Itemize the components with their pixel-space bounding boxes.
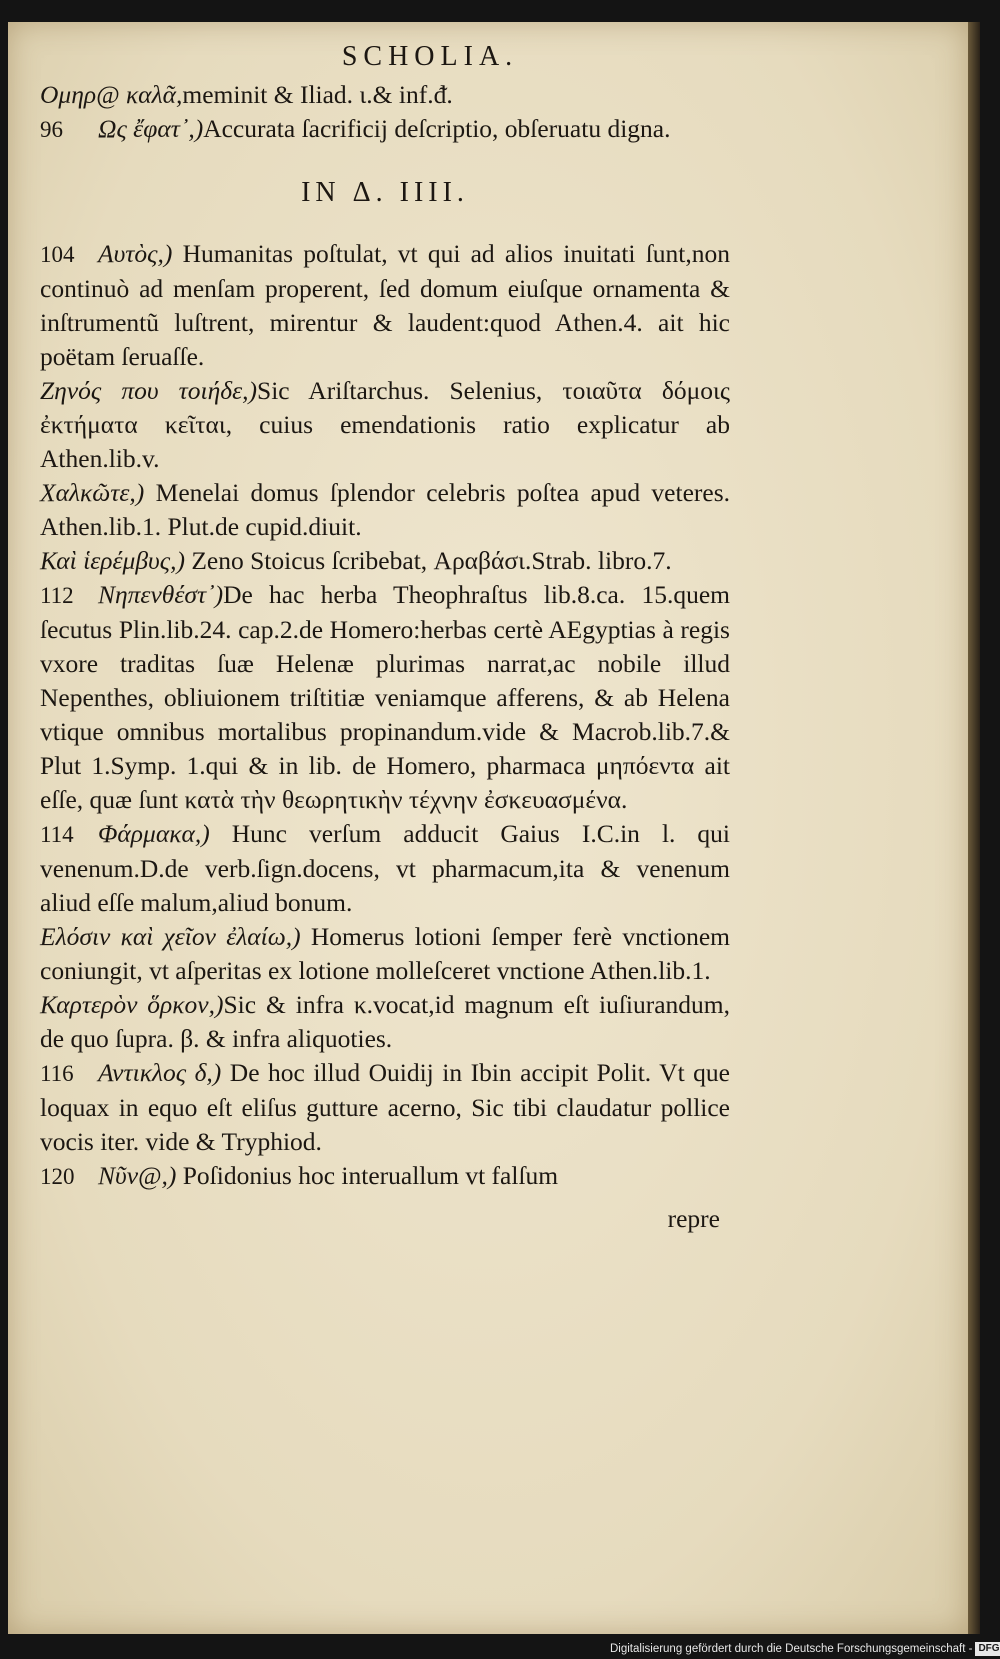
verse-number: 112 xyxy=(40,583,74,608)
entry-text: Menelai domus ſplendor celebris poſtea apud veteres. Athen.lib.1. Plut.de cupid.diuit. xyxy=(40,478,731,541)
entry-lemma: Καὶ ἱερέμβυς,) xyxy=(40,546,185,575)
digitization-credit xyxy=(610,1640,1000,1659)
entry-text: Accurata ſacrificij deſcriptio, obſeruatu digna. xyxy=(203,114,671,143)
entry-lemma: Νῦν@,) xyxy=(98,1161,177,1190)
entry-10 xyxy=(40,1056,730,1159)
verse-number: 114 xyxy=(40,822,74,847)
credit-text: Digitalisierung gefördert durch die Deutsche Forschungsgemeinschaft - xyxy=(610,1643,973,1655)
running-head: SCHOLIA. xyxy=(341,41,519,72)
verse-number: 96 xyxy=(40,117,63,142)
entry-lemma: Νηπενθέστ᾽) xyxy=(98,580,224,609)
entry-lemma: Αντικλος δ,) xyxy=(98,1058,222,1087)
verse-number: 116 xyxy=(40,1061,74,1086)
entry-3 xyxy=(40,374,730,476)
entry-text: Hunc verſum adducit Gaius I.C.in l. qui venenum.D.de verb.ſign.docens, vt pharmacum,ita & venenum aliud eſſe malum,aliud bonum. xyxy=(40,819,731,917)
entry-lemma: Ομηρ@ καλᾶ, xyxy=(40,80,183,109)
entry-text: Poſidonius hoc interuallum vt falſum xyxy=(182,1161,559,1190)
entry-text: De hac herba Theophraſtus lib.8.ca. 15.quem ſecutus Plin.lib.24. cap.2.de Homero:herbas certè AEgyptias à regis vxore traditas ſuæ Helenæ plurimas narrat,ac nobile illud Nepenthes, obliuionem triſtitiæ veniamque afferens, & ab Helena vtique omnibus mortalibus propinandum.vide & Macrob.lib.7.& Plut 1.Symp. 1.qui & in lib. de Homero, pharmaca μηπόεντα ait eſſe, quæ ſunt κατὰ τὴν θεωρητικὴν τέχνην ἐσκευασμένα. xyxy=(40,580,730,814)
entry-7 xyxy=(40,817,730,920)
verse-number: 104 xyxy=(40,242,75,267)
dfg-logo: DFG xyxy=(975,1642,1000,1656)
entry-text: Sic & infra κ.vocat,id magnum eſt iuſiurandum, de quo ſupra. β. & infra aliquoties. xyxy=(40,990,731,1053)
entry-1 xyxy=(40,112,730,147)
entry-5 xyxy=(40,544,730,578)
entry-4 xyxy=(40,476,730,544)
section-title: IN Δ. IIII. xyxy=(301,177,469,208)
entry-text: De hoc illud Ouidij in Ibin accipit Polit. Vt que loquax in equo eſt eliſus gutture acerno, Sic tibi claudatur pollice vocis iter. vide & Tryphiod. xyxy=(40,1058,730,1156)
catchword: repre xyxy=(667,1204,720,1233)
entry-lemma: Ζηνός που τοιήδε,) xyxy=(40,376,258,405)
entry-lemma: Φάρμακα,) xyxy=(98,819,210,848)
page-edge xyxy=(968,22,980,1634)
entry-text: Zeno Stoicus ſcribebat, Αραβάσι.Strab. libro.7. xyxy=(191,546,672,575)
entry-8 xyxy=(40,920,730,988)
entry-11 xyxy=(40,1159,730,1194)
entry-text: meminit & Iliad. ι.& inf.ᵭ. xyxy=(182,80,453,109)
verse-number: 120 xyxy=(40,1164,75,1189)
entry-lemma: Αυτὸς,) xyxy=(98,239,173,268)
entry-text: Sic Ariſtarchus. Selenius, τοιαῦτα δόμοις ἐκτήματα κεῖται, cuius emendationis ratio explicatur ab Athen.lib.v. xyxy=(40,376,731,473)
entry-text: Homerus lotioni ſemper ferè vnctionem coniungit, vt aſperitas ex lotione molleſceret vnctione Athen.lib.1. xyxy=(40,922,730,985)
entry-lemma: Ως ἔφατ᾽,) xyxy=(98,114,204,143)
page-text-block xyxy=(40,40,730,1236)
entry-lemma: Καρτερὸν ὅρκον,) xyxy=(40,990,224,1019)
entry-9 xyxy=(40,988,730,1056)
entry-6 xyxy=(40,578,730,817)
entry-lemma: Χαλκῶτε,) xyxy=(40,478,145,507)
entry-2 xyxy=(40,237,730,374)
entry-text: Humanitas poſtulat, vt qui ad alios inuitati ſunt,non continuò ad menſam properent, ſed domum eiuſque ornamenta & inſtrumentũ luſtrent, mirentur & laudent:quod Athen.4. ait hic poëtam ſeruaſſe. xyxy=(40,239,731,371)
entry-lemma: Ελόσιν καὶ χεῖον ἐλαίω,) xyxy=(40,922,301,951)
entry-0 xyxy=(40,78,730,112)
